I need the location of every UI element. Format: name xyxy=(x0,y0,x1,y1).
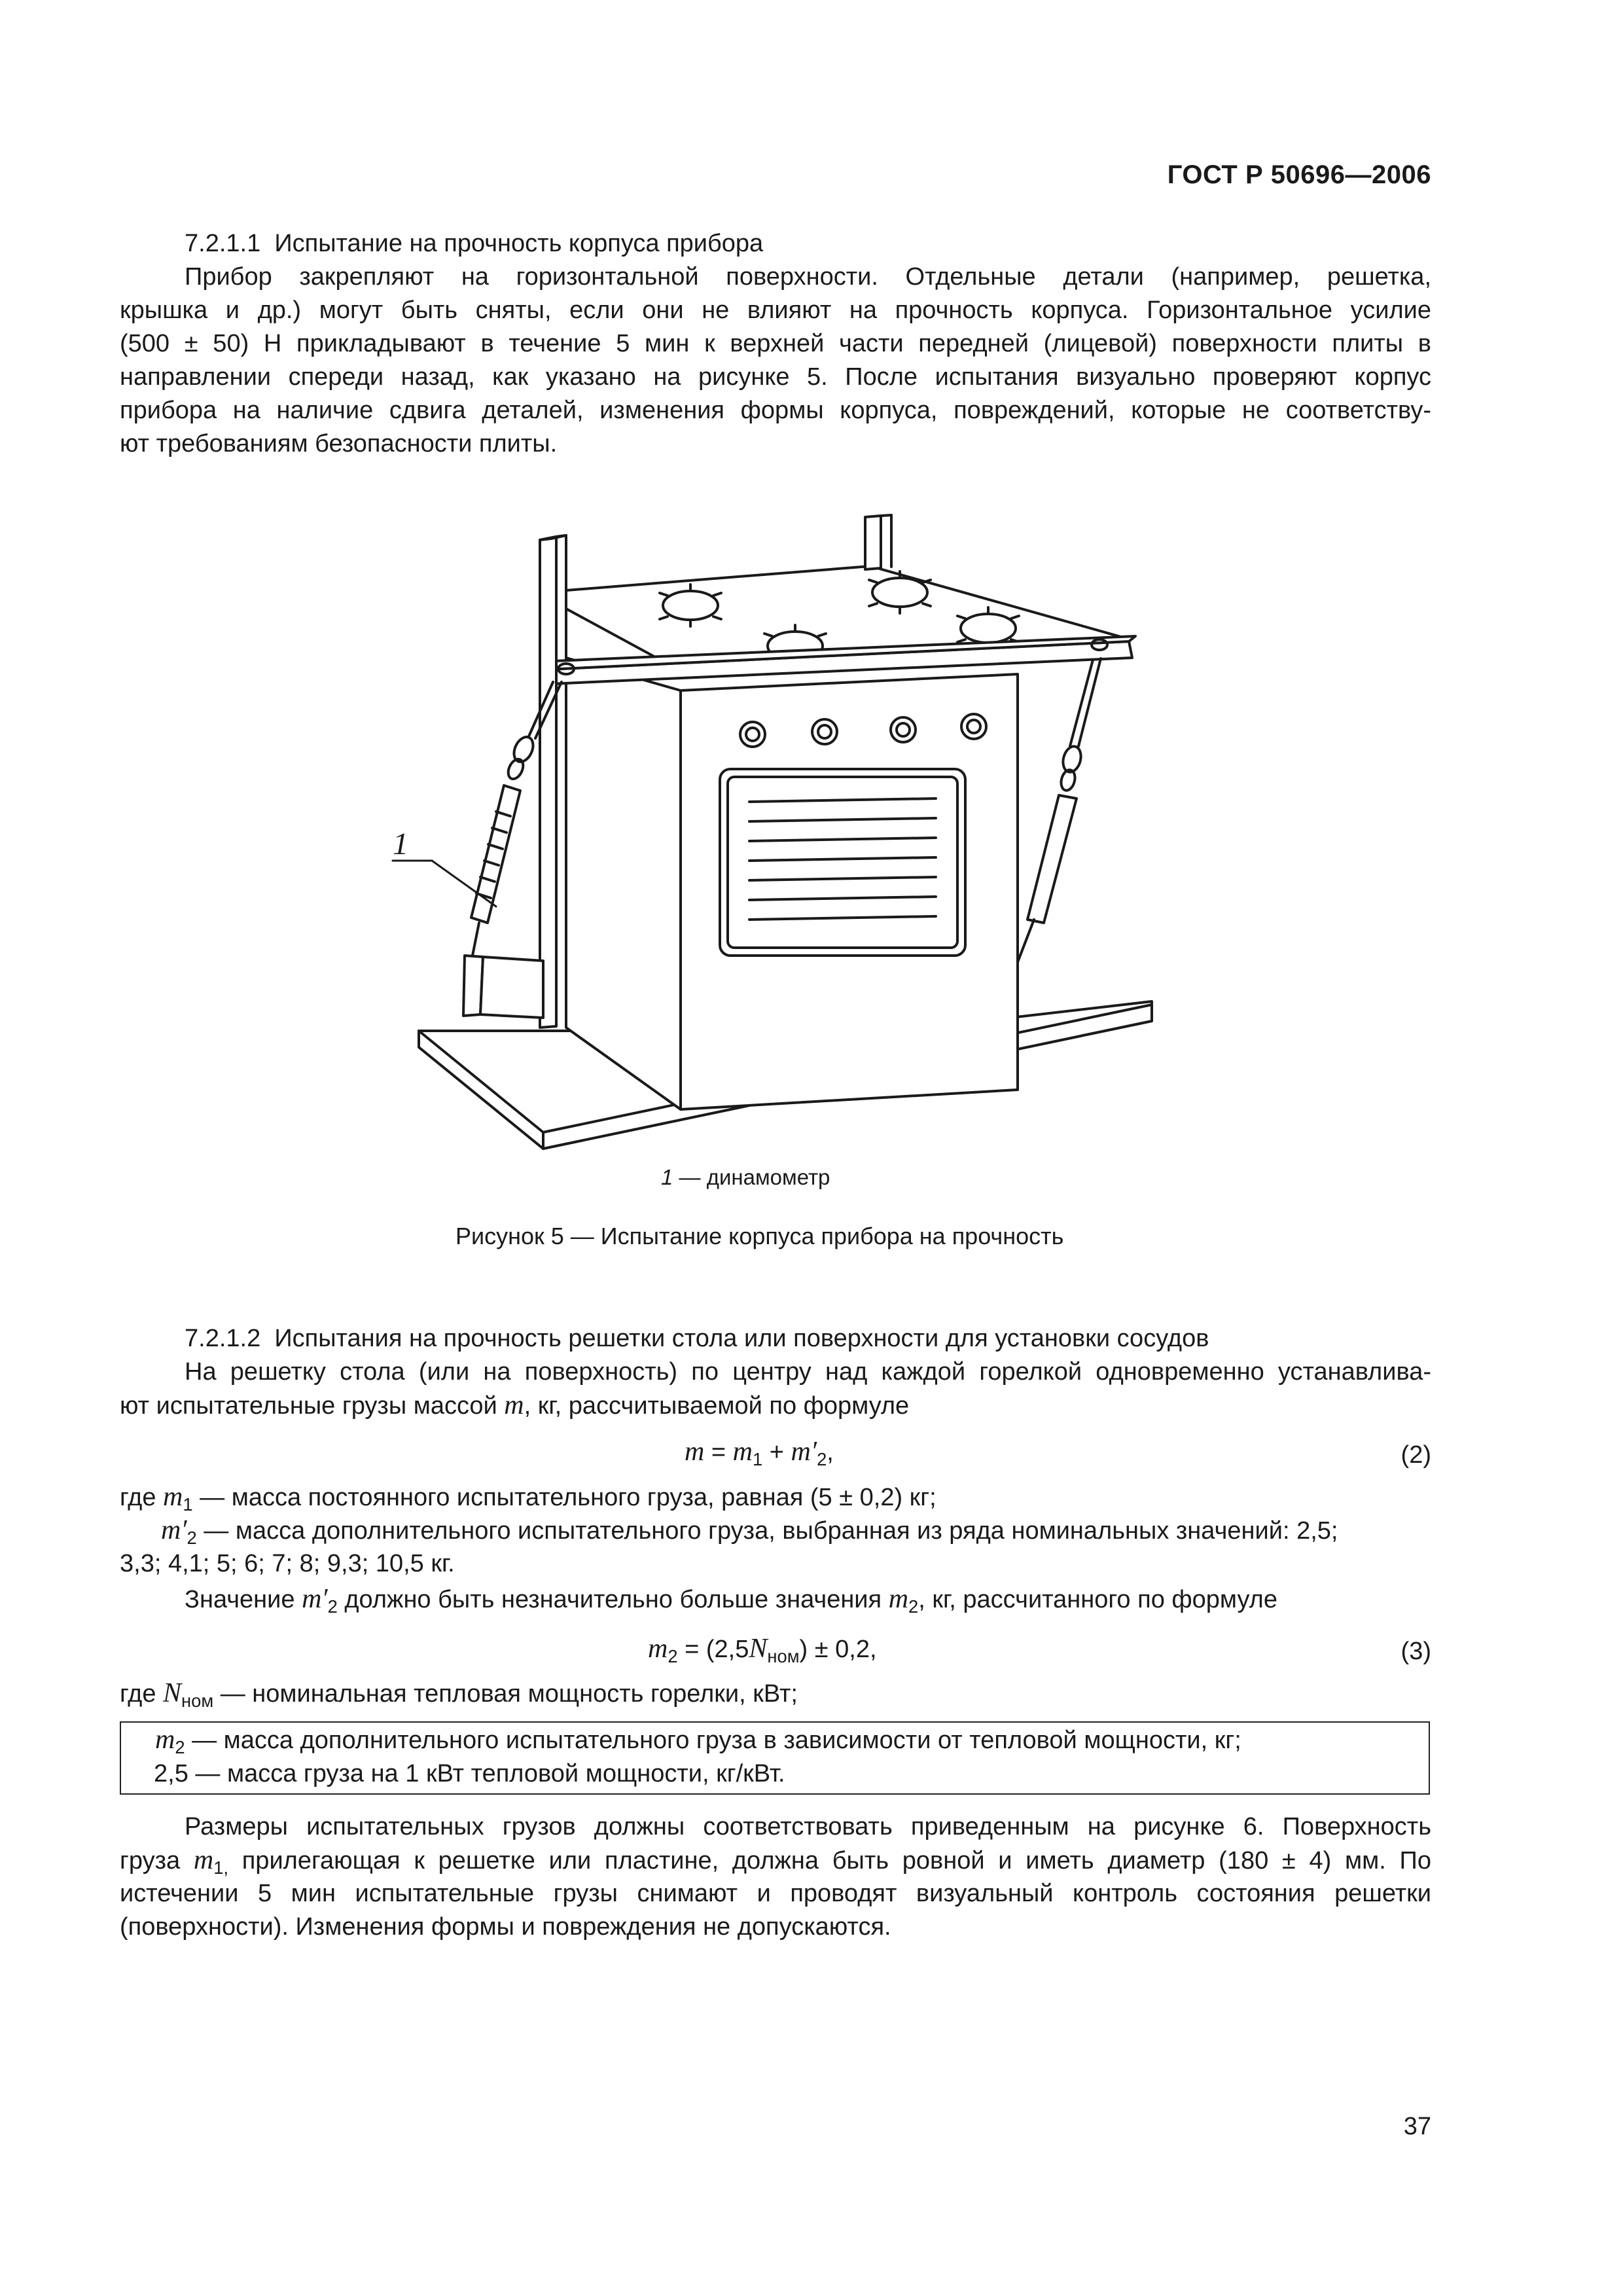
legend-number: 1 xyxy=(661,1165,673,1189)
section-heading-7-2-1-1 xyxy=(185,227,763,260)
para-line: крышка и др.) могут быть сняты, если они не влияют на прочность корпуса. Горизонтальное усилие xyxy=(120,296,1431,324)
formula-op: ) ± 0,2, xyxy=(799,1636,877,1663)
right-dynamometer xyxy=(1018,658,1101,962)
para-line xyxy=(120,1389,909,1423)
definition-box xyxy=(120,1721,1430,1795)
heading-number: 7.2.1.2 xyxy=(185,1325,261,1352)
text-run: ют испытательные грузы массой xyxy=(120,1392,505,1420)
where-n-line xyxy=(120,1677,798,1711)
var-m: m xyxy=(504,1390,524,1420)
callout-number: 1 xyxy=(393,827,408,861)
text-run: — масса дополнительного испытательного груза в зависимости от тепловой мощности, кг; xyxy=(185,1727,1241,1754)
text-run: где xyxy=(120,1484,164,1511)
para-line: ют требованиям безопасности плиты. xyxy=(120,430,558,457)
legend-text: — динамометр xyxy=(673,1165,830,1189)
values-line: 3,3; 4,1; 5; 6; 7; 8; 9,3; 10,5 кг. xyxy=(120,1550,455,1577)
text-run: — масса постоянного испытательного груза, равная (5 ± 0,2) кг; xyxy=(192,1484,936,1511)
right-post xyxy=(865,515,891,569)
section-paragraph xyxy=(120,260,1431,461)
figure-caption: Рисунок 5 — Испытание корпуса прибора на прочность xyxy=(455,1223,1064,1249)
para-line: На решетку стола (или на поверхность) по центру над каждой горелкой одновременно устанавлива- xyxy=(185,1358,1431,1386)
var-sub: 1, xyxy=(213,1857,229,1878)
var-m1: m xyxy=(163,1482,183,1512)
text-run: Значение xyxy=(185,1586,302,1613)
var-sub: ном xyxy=(181,1691,214,1712)
para-line: прибора на наличие сдвига деталей, изменения формы корпуса, повреждений, которые не соответству- xyxy=(120,397,1431,424)
where-m2p-line xyxy=(161,1514,1338,1548)
formula-sub: 2 xyxy=(817,1449,827,1470)
para-line xyxy=(120,1844,1431,1878)
formula-var: m′ xyxy=(791,1437,817,1467)
heading-text: Испытания на прочность решетки стола или поверхности для установки сосудов xyxy=(274,1325,1209,1352)
text-run: — номинальная тепловая мощность горелки, кВт; xyxy=(213,1680,798,1708)
formula-var: N xyxy=(749,1634,768,1664)
var-m2: m xyxy=(155,1725,175,1755)
heading-number: 7.2.1.1 xyxy=(185,230,261,257)
var-sub: 1 xyxy=(183,1494,193,1515)
para-line: истечении 5 мин испытательные грузы снимают и проводят визуальный контроль состояния решетки xyxy=(120,1880,1431,1907)
standard-code: ГОСТ Р 50696—2006 xyxy=(1167,160,1431,189)
var-sub: 2 xyxy=(908,1596,919,1617)
text-run: груза xyxy=(120,1847,194,1874)
formula-op: + xyxy=(762,1439,791,1466)
page-number: 37 xyxy=(1403,2113,1431,2140)
value-line xyxy=(185,1583,1277,1617)
formula-var: m xyxy=(732,1437,753,1467)
var-sub: 2 xyxy=(187,1528,197,1549)
var-m1: m xyxy=(193,1845,214,1875)
text-run: прилегающая к решетке или пластине, должна быть ровной и иметь диаметр (180 ± 4) мм. По xyxy=(228,1847,1431,1874)
box-row-1 xyxy=(155,1723,1241,1757)
para-line: Прибор закрепляют на горизонтальной поверхности. Отдельные детали (например, решетка, xyxy=(185,263,1431,291)
text-run: , кг, рассчитанного по формуле xyxy=(918,1586,1277,1613)
stove-with-dynamometers-illustration xyxy=(366,497,1191,1152)
formula-op: , xyxy=(827,1439,834,1466)
var-m2: m xyxy=(888,1584,909,1614)
heading-text: Испытание на прочность корпуса прибора xyxy=(274,230,764,257)
box-row-2: 2,5 — масса груза на 1 кВт тепловой мощности, кг/кВт. xyxy=(154,1760,785,1787)
formula-2 xyxy=(685,1435,834,1469)
var-sub: 2 xyxy=(327,1596,338,1617)
formula-sub: 2 xyxy=(668,1646,678,1667)
formula-var: m xyxy=(648,1634,668,1664)
formula-op: = xyxy=(704,1439,733,1466)
text-run: — масса дополнительного испытательного груза, выбранная из ряда номинальных значений: 2,5; xyxy=(196,1517,1338,1545)
text-run: должно быть незначительно больше значения xyxy=(337,1586,889,1613)
var-sub: 2 xyxy=(175,1737,185,1758)
formula-2-number: (2) xyxy=(1400,1441,1431,1469)
var-m2p: m′ xyxy=(161,1515,187,1545)
left-post xyxy=(540,535,566,1028)
formula-3 xyxy=(648,1632,877,1666)
formula-op: = (2,5 xyxy=(677,1636,749,1663)
var-n: N xyxy=(163,1678,182,1708)
para-line: (поверхности). Изменения формы и повреждения не допускаются. xyxy=(120,1913,891,1941)
var-m2p: m′ xyxy=(302,1584,328,1614)
where-m1-line xyxy=(120,1480,936,1515)
formula-var: m xyxy=(685,1437,705,1467)
formula-sub: ном xyxy=(767,1646,800,1667)
figure-legend xyxy=(661,1165,830,1190)
para-line: (500 ± 50) Н прикладывают в течение 5 мин к верхней части передней (лицевой) поверхности плиты в xyxy=(120,330,1431,357)
section-heading-7-2-1-2 xyxy=(185,1322,1209,1355)
formula-3-number: (3) xyxy=(1400,1638,1431,1665)
formula-sub: 1 xyxy=(753,1449,763,1470)
para-line: направлении спереди назад, как указано на рисунке 5. После испытания визуально проверяют корпус xyxy=(120,363,1431,391)
text-run: где xyxy=(120,1680,164,1708)
text-run: , кг, рассчитываемой по формуле xyxy=(524,1392,910,1420)
para-line: Размеры испытательных грузов должны соответствовать приведенным на рисунке 6. Поверхность xyxy=(185,1813,1431,1840)
